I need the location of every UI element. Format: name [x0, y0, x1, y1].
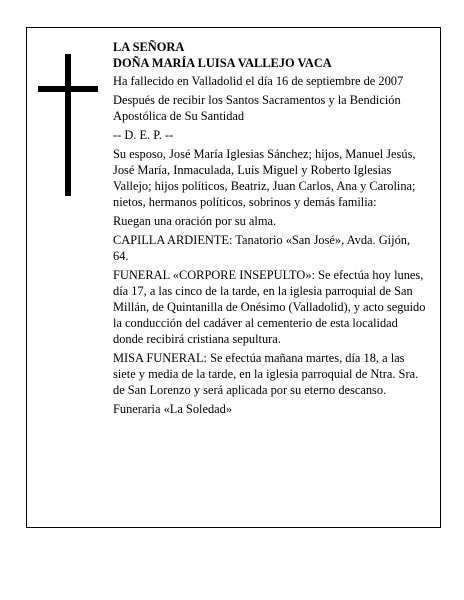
- funeral-home: Funeraria «La Soledad»: [113, 402, 233, 416]
- rip-line: -- D. E. P. --: [113, 128, 174, 142]
- death-notice: Ha fallecido en Valladolid el día 16 de septiembre de 2007: [113, 74, 404, 88]
- cross-vertical-bar: [65, 54, 71, 196]
- title-line-1: LA SEÑORA: [113, 40, 185, 54]
- sacraments-notice: Después de recibir los Santos Sacramentos y la Bendición Apostólica de Su Santidad: [113, 93, 401, 123]
- obituary-text: [113, 39, 426, 420]
- cross-horizontal-bar: [38, 86, 98, 92]
- family-list: Su esposo, José María Iglesias Sánchez; hijos, Manuel Jesús, José María, Inmaculada, Luis Miguel y Roberto Iglesias Vallejo; hijos políticos, Beatriz, Juan Carlos, Ana y Carolina; nietos, hermanos políticos, sobrinos y demás familia:: [113, 147, 416, 209]
- deceased-name: DOÑA MARÍA LUISA VALLEJO VACA: [113, 56, 332, 70]
- chapel-info: CAPILLA ARDIENTE: Tanatorio «San José», Avda. Gijón, 64.: [113, 233, 411, 263]
- prayer-request: Ruegan una oración por su alma.: [113, 214, 277, 228]
- mass-info: MISA FUNERAL: Se efectúa mañana martes, día 18, a las siete y media de la tarde, en la iglesia parroquial de Ntra. Sra. de San Lorenzo y será aplicada por su eterno descanso.: [113, 351, 419, 397]
- funeral-info: FUNERAL «CORPORE INSEPULTO»: Se efectúa hoy lunes, día 17, a las cinco de la tarde, en la iglesia parroquial de San Millán, de Quintanilla de Onésimo (Valladolid), y acto seguido la conducción del cadáver al cementerio de esta localidad donde recibirá cristiana sepultura.: [113, 268, 426, 346]
- cross-icon: [38, 54, 98, 196]
